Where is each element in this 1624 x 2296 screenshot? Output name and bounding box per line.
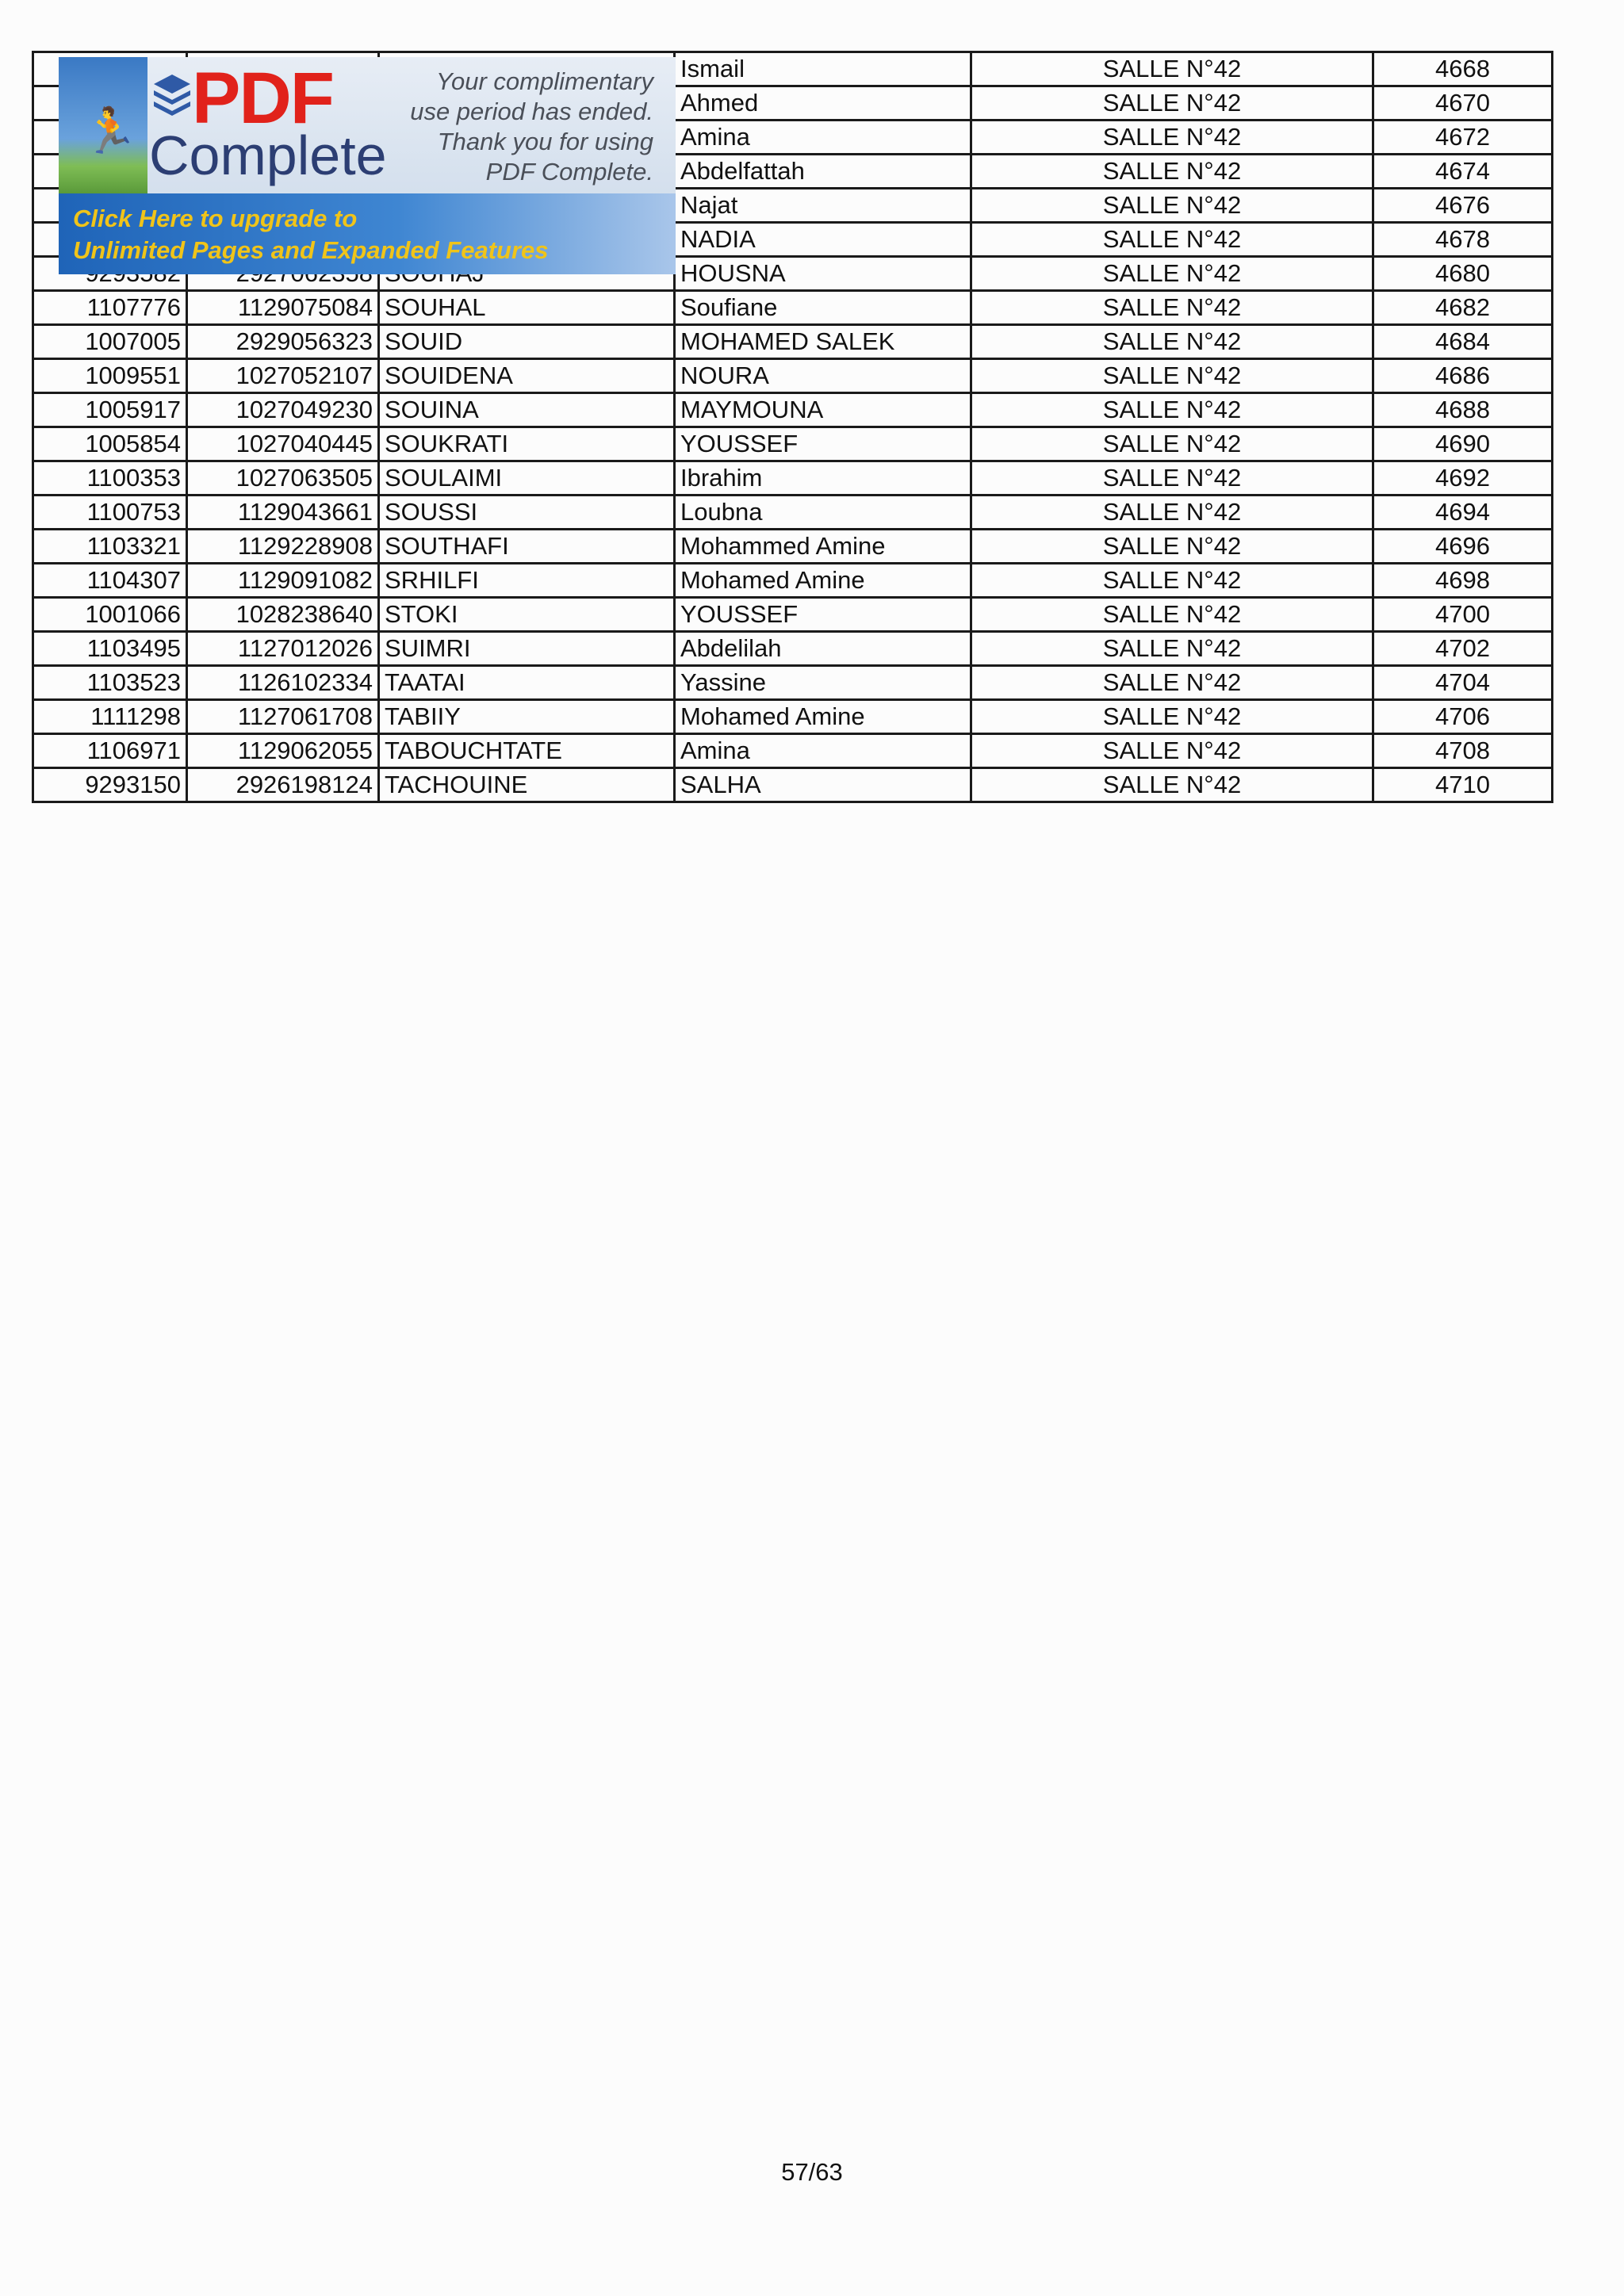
cell-number: 4694 xyxy=(1373,496,1553,530)
cell-firstname: Mohammed Amine xyxy=(675,530,971,564)
cell-number: 4674 xyxy=(1373,155,1553,189)
cell-number: 4708 xyxy=(1373,734,1553,768)
cell-room: SALLE N°42 xyxy=(971,223,1373,257)
pdf-logo-text: PDF xyxy=(192,58,333,139)
cell-code: 1129062055 xyxy=(187,734,379,768)
cell-firstname: Soufiane xyxy=(675,291,971,325)
cell-firstname: Amina xyxy=(675,121,971,155)
cell-number: 4700 xyxy=(1373,598,1553,632)
table-row xyxy=(33,564,1553,598)
cell-surname: SOUHAL xyxy=(379,291,675,325)
cell-firstname: Ibrahim xyxy=(675,461,971,496)
table-row xyxy=(33,598,1553,632)
cell-code: 1027063505 xyxy=(187,461,379,496)
page-number: 57/63 xyxy=(781,2158,843,2186)
cell-number: 4670 xyxy=(1373,86,1553,121)
cell-firstname: MAYMOUNA xyxy=(675,393,971,427)
message-line: use period has ended. xyxy=(410,98,653,125)
cell-surname: SOULAIMI xyxy=(379,461,675,496)
cell-room: SALLE N°42 xyxy=(971,598,1373,632)
cell-id: 1104307 xyxy=(33,564,187,598)
cell-number: 4710 xyxy=(1373,768,1553,802)
table-row xyxy=(33,461,1553,496)
cell-firstname: Mohamed Amine xyxy=(675,700,971,734)
cell-code: 1027049230 xyxy=(187,393,379,427)
cell-code: 1127012026 xyxy=(187,632,379,666)
cell-id: 1100353 xyxy=(33,461,187,496)
cell-room: SALLE N°42 xyxy=(971,461,1373,496)
cell-room: SALLE N°42 xyxy=(971,564,1373,598)
cell-number: 4702 xyxy=(1373,632,1553,666)
cell-number: 4696 xyxy=(1373,530,1553,564)
cell-room: SALLE N°42 xyxy=(971,325,1373,359)
pdf-complete-upgrade-banner[interactable] xyxy=(59,57,676,274)
cell-room: SALLE N°42 xyxy=(971,393,1373,427)
cell-code: 2926198124 xyxy=(187,768,379,802)
cell-surname: TABIIY xyxy=(379,700,675,734)
table-row xyxy=(33,734,1553,768)
cell-surname: SOUSSI xyxy=(379,496,675,530)
cell-firstname: Loubna xyxy=(675,496,971,530)
cell-firstname: HOUSNA xyxy=(675,257,971,291)
cell-room: SALLE N°42 xyxy=(971,632,1373,666)
cell-id: 1001066 xyxy=(33,598,187,632)
cell-number: 4690 xyxy=(1373,427,1553,461)
cell-room: SALLE N°42 xyxy=(971,189,1373,223)
cell-number: 4688 xyxy=(1373,393,1553,427)
cell-id: 1111298 xyxy=(33,700,187,734)
cell-room: SALLE N°42 xyxy=(971,86,1373,121)
cell-code: 1126102334 xyxy=(187,666,379,700)
cell-firstname: Ismail xyxy=(675,52,971,86)
cell-firstname: MOHAMED SALEK xyxy=(675,325,971,359)
cell-code: 1129043661 xyxy=(187,496,379,530)
table-row xyxy=(33,632,1553,666)
table-row xyxy=(33,427,1553,461)
cell-code: 1129075084 xyxy=(187,291,379,325)
cell-room: SALLE N°42 xyxy=(971,359,1373,393)
cell-id: 1007005 xyxy=(33,325,187,359)
cell-surname: SOUKRATI xyxy=(379,427,675,461)
cell-id: 1103321 xyxy=(33,530,187,564)
stacked-layers-icon xyxy=(152,73,192,119)
cell-surname: TABOUCHTATE xyxy=(379,734,675,768)
message-line: Thank you for using xyxy=(437,128,653,155)
cell-code: 1127061708 xyxy=(187,700,379,734)
cell-firstname: SALHA xyxy=(675,768,971,802)
cell-id: 1100753 xyxy=(33,496,187,530)
cell-number: 4676 xyxy=(1373,189,1553,223)
cell-surname: TAATAI xyxy=(379,666,675,700)
cell-surname: SOUTHAFI xyxy=(379,530,675,564)
cell-firstname: Ahmed xyxy=(675,86,971,121)
table-row xyxy=(33,700,1553,734)
cell-firstname: Amina xyxy=(675,734,971,768)
cell-number: 4704 xyxy=(1373,666,1553,700)
trial-expired-message xyxy=(410,67,653,187)
cell-room: SALLE N°42 xyxy=(971,121,1373,155)
cell-surname: SOUIDENA xyxy=(379,359,675,393)
cell-code: 1129228908 xyxy=(187,530,379,564)
cell-firstname: Abdelilah xyxy=(675,632,971,666)
jumping-person-icon: 🏃 xyxy=(59,57,147,193)
table-row xyxy=(33,325,1553,359)
cell-number: 4684 xyxy=(1373,325,1553,359)
cell-surname: SRHILFI xyxy=(379,564,675,598)
cell-surname: TACHOUINE xyxy=(379,768,675,802)
cell-number: 4668 xyxy=(1373,52,1553,86)
cell-id: 1005854 xyxy=(33,427,187,461)
table-row xyxy=(33,359,1553,393)
cell-firstname: YOUSSEF xyxy=(675,598,971,632)
cell-firstname: Mohamed Amine xyxy=(675,564,971,598)
cell-firstname: Najat xyxy=(675,189,971,223)
table-row xyxy=(33,666,1553,700)
cell-surname: SOUID xyxy=(379,325,675,359)
cell-firstname: Abdelfattah xyxy=(675,155,971,189)
cell-number: 4706 xyxy=(1373,700,1553,734)
cell-room: SALLE N°42 xyxy=(971,666,1373,700)
table-row xyxy=(33,496,1553,530)
cell-room: SALLE N°42 xyxy=(971,496,1373,530)
message-line: Your complimentary xyxy=(436,67,653,95)
cell-number: 4692 xyxy=(1373,461,1553,496)
cell-firstname: NADIA xyxy=(675,223,971,257)
complete-logo-text: Complete xyxy=(149,124,387,186)
cell-number: 4678 xyxy=(1373,223,1553,257)
cell-firstname: YOUSSEF xyxy=(675,427,971,461)
cell-number: 4686 xyxy=(1373,359,1553,393)
upgrade-link[interactable] xyxy=(59,193,676,274)
cell-room: SALLE N°42 xyxy=(971,734,1373,768)
cell-number: 4672 xyxy=(1373,121,1553,155)
cell-surname: SUIMRI xyxy=(379,632,675,666)
cell-room: SALLE N°42 xyxy=(971,291,1373,325)
cell-code: 2929056323 xyxy=(187,325,379,359)
table-row xyxy=(33,393,1553,427)
cell-room: SALLE N°42 xyxy=(971,257,1373,291)
cell-room: SALLE N°42 xyxy=(971,700,1373,734)
upgrade-link-line-1[interactable]: Click Here to upgrade to xyxy=(73,205,358,232)
cell-number: 4680 xyxy=(1373,257,1553,291)
cell-id: 1009551 xyxy=(33,359,187,393)
cell-firstname: NOURA xyxy=(675,359,971,393)
cell-firstname: Yassine xyxy=(675,666,971,700)
cell-code: 1027040445 xyxy=(187,427,379,461)
cell-room: SALLE N°42 xyxy=(971,530,1373,564)
cell-id: 9293150 xyxy=(33,768,187,802)
cell-id: 1103523 xyxy=(33,666,187,700)
table-row xyxy=(33,768,1553,802)
cell-id: 1005917 xyxy=(33,393,187,427)
cell-code: 1027052107 xyxy=(187,359,379,393)
cell-surname: SOUINA xyxy=(379,393,675,427)
cell-room: SALLE N°42 xyxy=(971,427,1373,461)
cell-room: SALLE N°42 xyxy=(971,155,1373,189)
table-row xyxy=(33,291,1553,325)
cell-room: SALLE N°42 xyxy=(971,52,1373,86)
upgrade-link-line-2[interactable]: Unlimited Pages and Expanded Features xyxy=(73,236,549,264)
cell-code: 1129091082 xyxy=(187,564,379,598)
cell-id: 1107776 xyxy=(33,291,187,325)
cell-code: 1028238640 xyxy=(187,598,379,632)
cell-room: SALLE N°42 xyxy=(971,768,1373,802)
cell-number: 4682 xyxy=(1373,291,1553,325)
cell-id: 1106971 xyxy=(33,734,187,768)
cell-id: 1103495 xyxy=(33,632,187,666)
table-row xyxy=(33,530,1553,564)
cell-number: 4698 xyxy=(1373,564,1553,598)
cell-surname: STOKI xyxy=(379,598,675,632)
message-line: PDF Complete. xyxy=(485,158,653,186)
